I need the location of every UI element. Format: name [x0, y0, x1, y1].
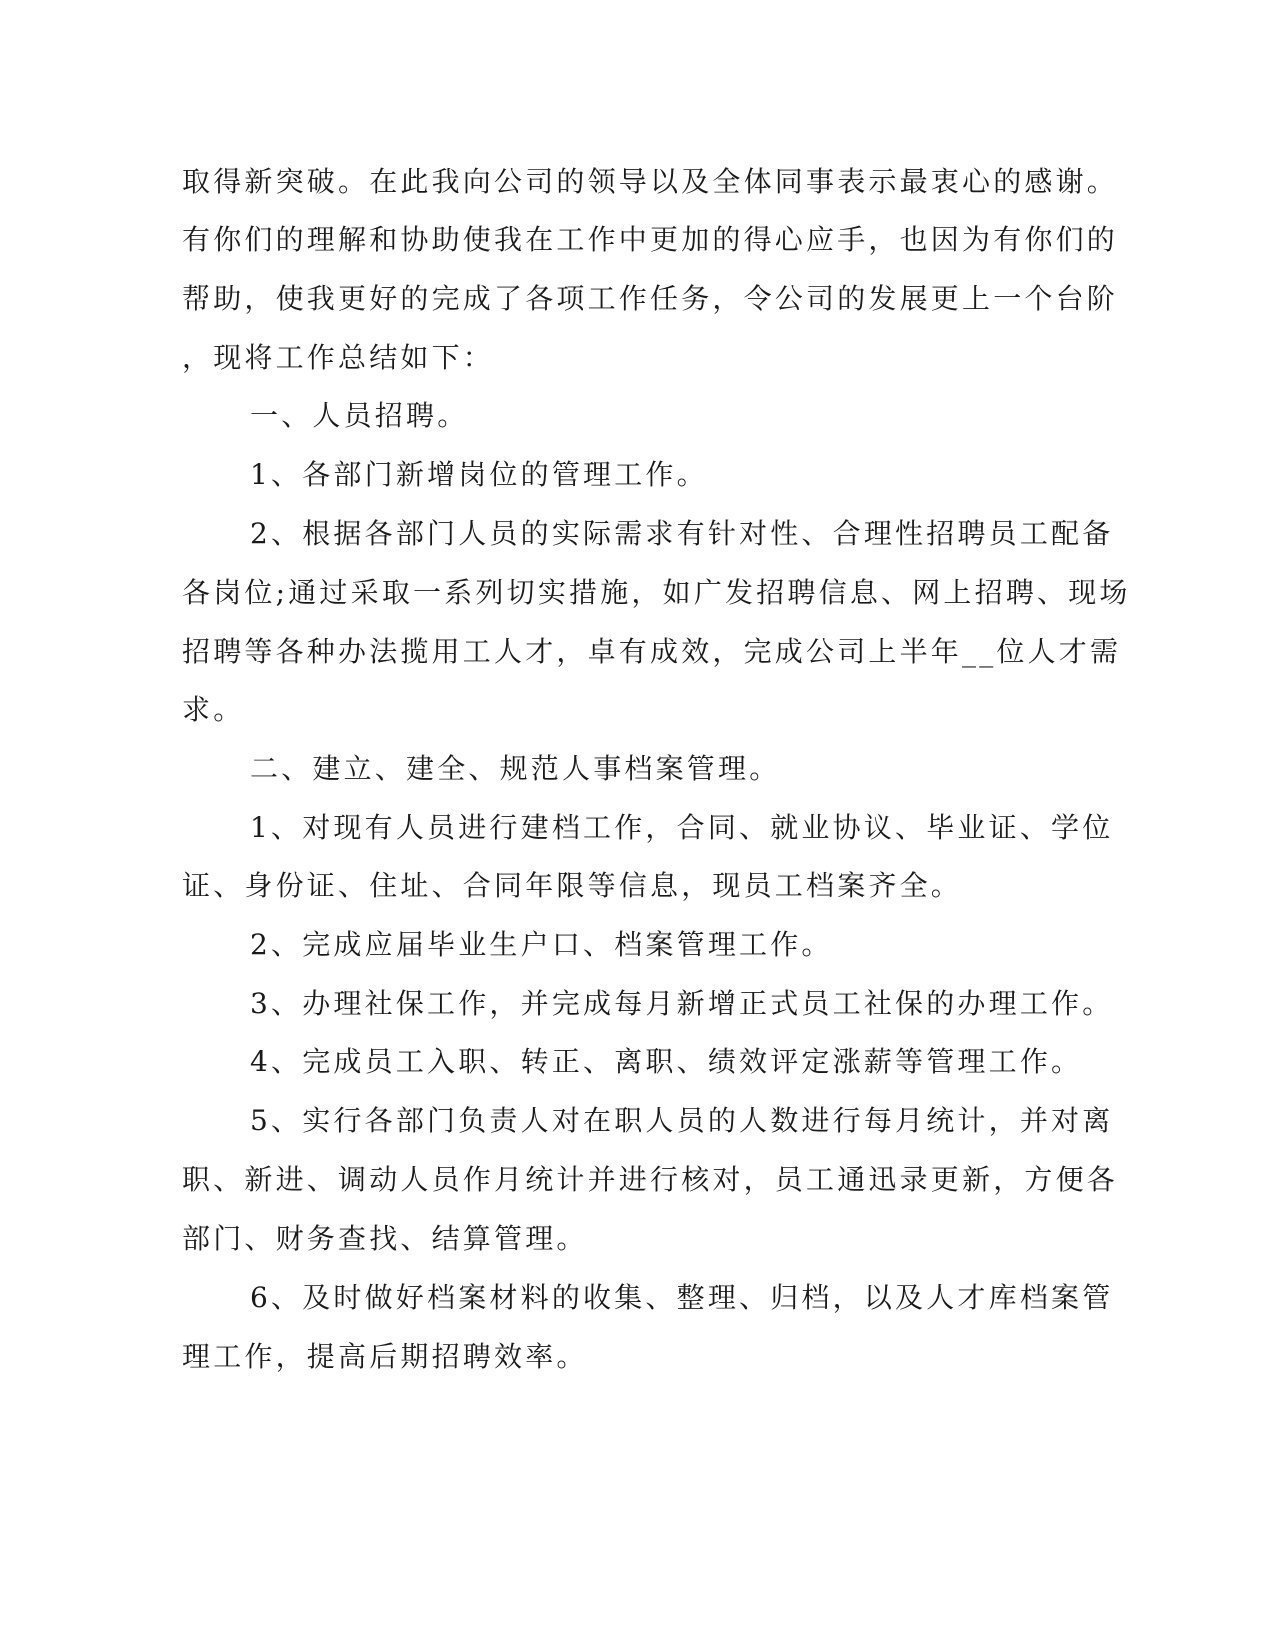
text-line-4: ，现将工作总结如下： — [182, 341, 495, 374]
text-line-20: 6、及时做好档案材料的收集、整理、归档，以及人才库档案管 — [250, 1281, 1114, 1314]
text-line-8: 各岗位;通过采取一系列切实措施，如广发招聘信息、网上招聘、现场 — [182, 576, 1131, 609]
text-line-21: 理工作，提高后期招聘效率。 — [182, 1340, 588, 1373]
text-line-1: 取得新突破。在此我向公司的领导以及全体同事表示最衷心的感谢。 — [182, 165, 1119, 198]
section-heading-1: 一、人员招聘。 — [250, 399, 469, 432]
text-line-16: 4、完成员工入职、转正、离职、绩效评定涨薪等管理工作。 — [250, 1045, 1083, 1078]
text-line-2: 有你们的理解和协助使我在工作中更加的得心应手，也因为有你们的 — [182, 223, 1119, 256]
section-heading-2: 二、建立、建全、规范人事档案管理。 — [250, 752, 781, 785]
text-line-13: 证、身份证、住址、合同年限等信息，现员工档案齐全。 — [182, 869, 963, 902]
text-line-10: 求。 — [182, 693, 245, 726]
text-line-19: 部门、财务查找、结算管理。 — [182, 1222, 588, 1255]
text-line-6: 1、各部门新增岗位的管理工作。 — [250, 458, 708, 491]
text-line-7: 2、根据各部门人员的实际需求有针对性、合理性招聘员工配备 — [250, 517, 1114, 550]
text-line-9: 招聘等各种办法揽用工人才，卓有成效，完成公司上半年__位人才需 — [182, 635, 1122, 668]
text-line-15: 3、办理社保工作，并完成每月新增正式员工社保的办理工作。 — [250, 987, 1114, 1020]
text-line-3: 帮助，使我更好的完成了各项工作任务，令公司的发展更上一个台阶 — [182, 282, 1119, 315]
text-line-17: 5、实行各部门负责人对在职人员的人数进行每月统计，并对离 — [250, 1104, 1114, 1137]
text-line-12: 1、对现有人员进行建档工作，合同、就业协议、毕业证、学位 — [250, 811, 1114, 844]
text-line-14: 2、完成应届毕业生户口、档案管理工作。 — [250, 928, 833, 961]
text-line-18: 职、新进、调动人员作月统计并进行核对，员工通迅录更新，方便各 — [182, 1163, 1119, 1196]
